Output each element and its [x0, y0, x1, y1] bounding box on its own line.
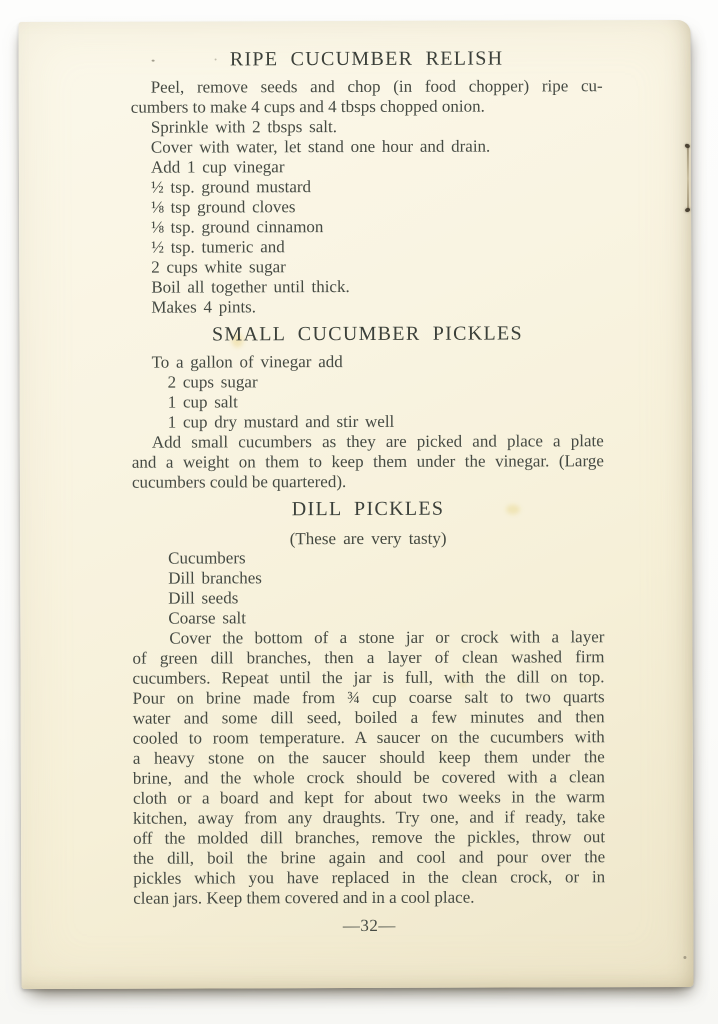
recipe-line: Dill seeds [168, 588, 239, 608]
recipe-section [131, 45, 604, 317]
recipe-line: Coarse salt [168, 608, 246, 628]
recipe-line: ⅛ tsp ground cloves [151, 197, 296, 217]
recipe-line: Peel, remove seeds and chop (in food chopper) ripe cu- [150, 76, 603, 97]
recipe-line: 2 cups white sugar [151, 257, 286, 277]
recipe-line: Makes 4 pints. [151, 297, 257, 317]
page-content [131, 45, 606, 936]
recipe-line: cooled to room temperature. A saucer on the cucumbers with [132, 727, 605, 748]
recipe-line: of green dill branches, then a layer of clean washed firm [132, 647, 605, 668]
recipe-line: 1 cup dry mustard and stir well [167, 411, 395, 432]
recipe-line: 1 cup salt [167, 392, 238, 412]
recipe-line: Boil all together until thick. [151, 277, 350, 297]
recipes-container [131, 45, 606, 908]
recipe-line: off the molded dill branches, remove the pickles, throw out [133, 827, 606, 848]
binding-stitch-bottom [685, 207, 691, 212]
recipe-line: Cucumbers [168, 548, 246, 568]
binding-thread [687, 147, 689, 210]
recipe-title: SMALL CUCUMBER PICKLES [211, 322, 523, 346]
recipe-line: cucumbers. Repeat until the jar is full, with the dill on top. [132, 667, 605, 688]
page-number: —32— [342, 915, 396, 936]
recipe-line: clean jars. Keep them covered and in a cool place. [133, 887, 475, 908]
recipe-title: DILL PICKLES [291, 497, 445, 521]
recipe-line: ⅛ tsp. ground cinnamon [151, 217, 324, 237]
recipe-subtitle: (These are very tasty) [289, 528, 447, 549]
recipe-line: Cover with water, let stand one hour and drain. [150, 136, 491, 157]
recipe-line: Add small cucumbers as they are picked and place a plate [151, 431, 604, 452]
recipe-line: cloth or a board and kept for about two weeks in the warm [132, 787, 605, 808]
recipe-line: water and some dill seed, boiled a few minutes and then [132, 707, 605, 728]
recipe-line: 2 cups sugar [167, 372, 258, 392]
recipe-line: cucumbers could be quartered). [131, 472, 347, 492]
recipe-line: Dill branches [168, 568, 262, 588]
recipe-title: RIPE CUCUMBER RELISH [229, 47, 504, 71]
binding-stitch-top [684, 143, 690, 149]
recipe-line: the dill, boil the brine again and cool and pour over the [133, 847, 606, 868]
recipe-line: To a gallon of vinegar add [151, 352, 343, 372]
recipe-line: brine, and the whole crock should be covered with a clean [132, 767, 605, 788]
recipe-line: Cover the bottom of a stone jar or crock with a layer [169, 627, 605, 648]
recipe-section [131, 320, 604, 492]
recipe-line: ½ tsp. ground mustard [150, 177, 312, 197]
recipe-line: kitchen, away from any draughts. Try one, and if ready, take [132, 807, 606, 828]
recipe-line: Pour on brine made from ¾ cup coarse salt to two quarts [132, 687, 605, 708]
book-page [18, 20, 693, 989]
recipe-line: Sprinkle with 2 tbsps salt. [150, 117, 337, 137]
recipe-line: Add 1 cup vinegar [150, 157, 285, 177]
recipe-section [132, 495, 605, 908]
recipe-line: pickles which you have replaced in the clean crock, or in [133, 867, 606, 888]
recipe-line: a heavy stone on the saucer should keep them under the [132, 747, 605, 768]
recipe-line: cumbers to make 4 cups and 4 tbsps chopped onion. [130, 96, 485, 117]
recipe-line: and a weight on them to keep them under the vinegar. (Large [131, 451, 604, 472]
recipe-line: ½ tsp. tumeric and [151, 237, 285, 257]
paper-speck [683, 956, 686, 959]
